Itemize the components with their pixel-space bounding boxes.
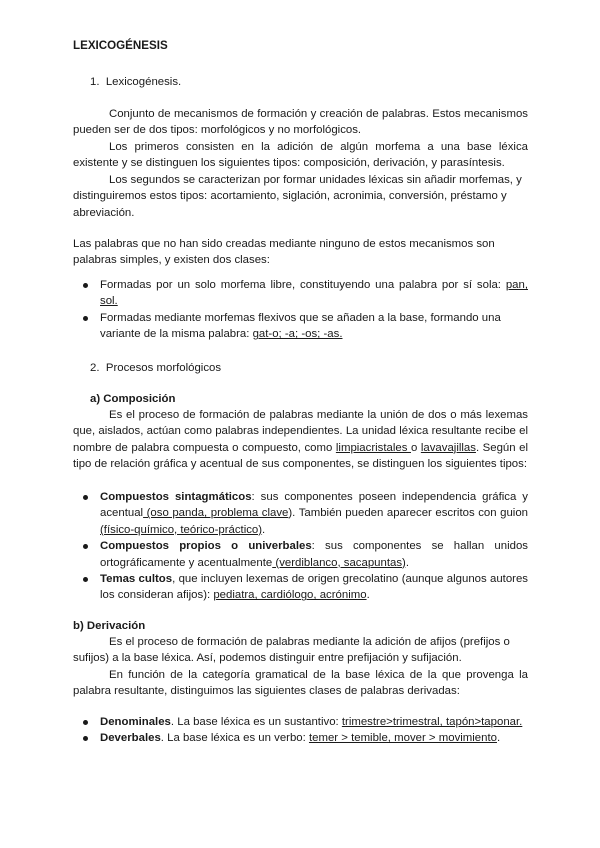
document-title: LEXICOGÉNESIS	[73, 39, 168, 52]
text-segment: . La base léxica es un verbo:	[160, 732, 309, 745]
item-text: Formadas mediante morfemas flexivos que se añaden a la base, formando una variante de la misma palabra:	[100, 311, 501, 341]
term: Temas cultos	[100, 573, 173, 586]
example: (físico-químico, teórico-práctico)	[100, 523, 263, 536]
section-1-heading	[90, 74, 181, 90]
paragraph: Conjunto de mecanismos de formación y creación de palabras. Estos mecanismos pueden ser de dos tipos: morfológicos y no morfológicos.	[73, 108, 528, 137]
list-item	[80, 489, 528, 538]
list-item	[80, 730, 528, 746]
paragraph	[73, 407, 528, 473]
paragraph: Las palabras que no han sido creadas mediante ninguno de estos mecanismos son palabras simples, y existen dos clases:	[73, 238, 495, 267]
example: pediatra, cardiólogo, acrónimo	[213, 589, 367, 602]
text-segment: .	[366, 589, 370, 602]
text-segment: o	[410, 441, 421, 454]
text-segment: .	[262, 523, 266, 536]
paragraph: Los segundos se caracterizan por formar unidades léxicas sin añadir morfemas, y distinguiremos estos tipos: acortamiento, siglación, acronimia, conversión, préstamo y abreviación.	[73, 174, 522, 219]
paragraph: Es el proceso de formación de palabras mediante la adición de afijos (prefijos o sufijos) a la base léxica. Así, podemos distinguir entre prefijación y sufijación.	[73, 636, 510, 665]
paragraph: En función de la categoría gramatical de la base léxica de la que provenga la palabra resultante, distinguimos las siguientes clases de palabras derivadas:	[73, 669, 528, 698]
example: trimestre>trimestral, tapón>taponar.	[341, 716, 523, 728]
section-title: Procesos morfológicos	[105, 362, 222, 374]
example: (oso panda, problema clave	[143, 507, 289, 520]
text-segment: .	[405, 556, 410, 569]
list-item	[80, 571, 528, 604]
subsection-heading: b) Derivación	[73, 620, 146, 632]
example: temer > temible, mover > movimiento	[308, 732, 497, 745]
section-number: 2.	[90, 362, 100, 374]
section-number: 1.	[90, 76, 100, 88]
example: pan, sol.	[100, 279, 528, 308]
section-2-heading	[90, 360, 221, 376]
example: lavavajillas	[420, 441, 476, 454]
text-segment: .	[496, 732, 501, 745]
list-item	[80, 538, 528, 571]
term: Denominales	[100, 716, 171, 728]
list-item	[80, 277, 528, 310]
bullet-list	[80, 714, 528, 747]
text-segment: , que incluyen lexemas de origen grecolatino (aunque algunos autores los consideran afijos):	[100, 573, 529, 602]
text-segment: . La base léxica es un sustantivo:	[170, 716, 342, 728]
section-title: Lexicogénesis.	[105, 76, 182, 88]
text-segment: : sus componentes poseen independencia gráfica y acentual	[100, 491, 528, 520]
list-item	[80, 714, 528, 730]
example: (verdiblanco, sacapuntas)	[272, 556, 406, 569]
text-segment: : sus componentes se hallan unidos ortográficamente y acentualmente	[100, 540, 528, 569]
paragraph: Los primeros consisten en la adición de algún morfema a una base léxica existente y se distinguen los siguientes tipos: composición, derivación, y parasíntesis.	[73, 141, 528, 170]
term: Compuestos propios o univerbales	[100, 540, 312, 553]
bullet-list	[80, 489, 528, 604]
example: limpiacristales	[335, 441, 411, 454]
list-item	[80, 310, 528, 343]
term: Compuestos sintagmáticos	[100, 491, 252, 503]
item-text: Formadas por un solo morfema libre, constituyendo una palabra por sí sola:	[100, 279, 506, 291]
subsection-heading: a) Composición	[90, 393, 176, 405]
example: gat-o; -a; -os; -as.	[252, 328, 343, 341]
text-segment: . Según el tipo de relación gráfica y acentual de sus componentes, se distinguen los siguientes tipos:	[73, 441, 529, 471]
bullet-list	[80, 277, 528, 343]
term: Deverbales	[100, 732, 161, 745]
text-segment: ). También pueden aparecer escritos con guion	[288, 507, 528, 520]
text-segment: Es el proceso de formación de palabras mediante la unión de dos o más lexemas que, aislados, actúan como palabras independientes. La unidad léxica resultante recibe el nombre de palabra compuesta o compuesto, como	[73, 409, 528, 454]
